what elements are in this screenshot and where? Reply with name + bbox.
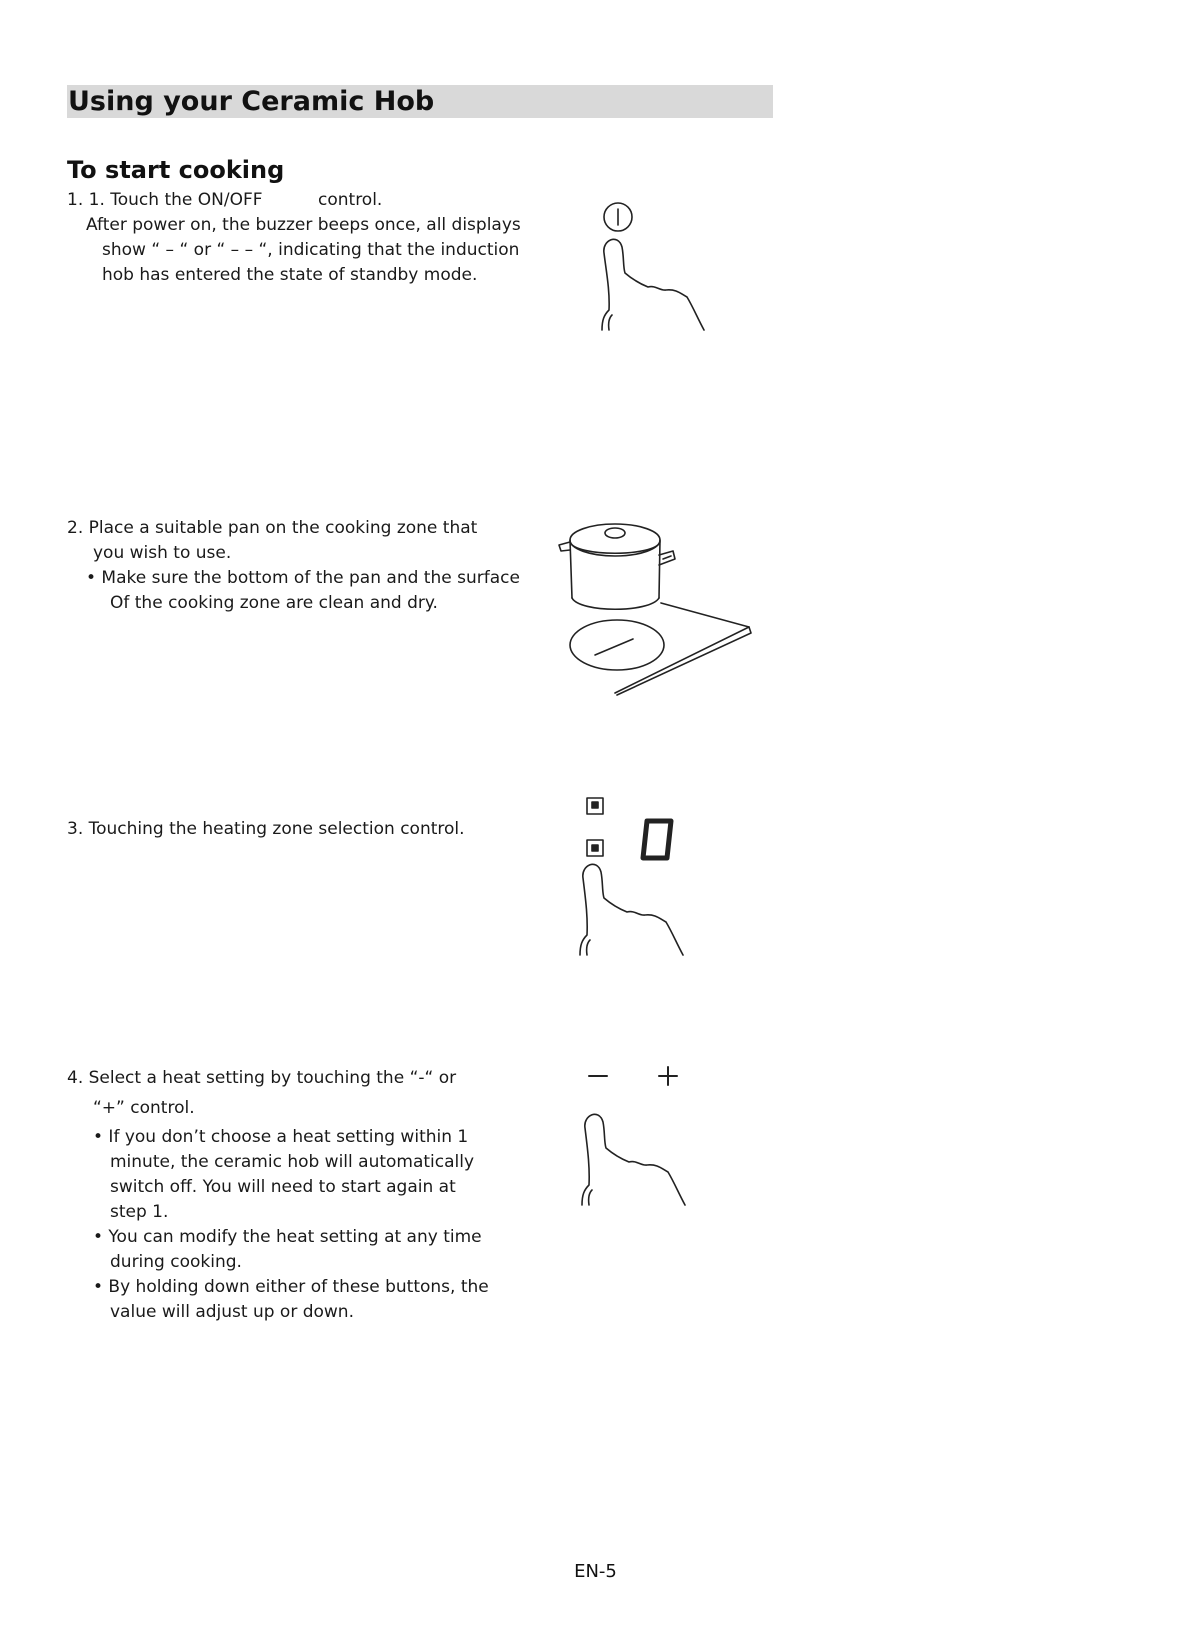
step4-bullet1-line4: step 1. [110,1202,169,1222]
step4-line1: 4. Select a heat setting by touching the “-“ or [67,1068,457,1088]
step4-bullet1-line1: • If you don’t choose a heat setting within 1 [93,1127,469,1147]
step1-line4: hob has entered the state of standby mode. [102,265,478,285]
section-title: Using your Ceramic Hob [67,85,773,118]
step4-bullet2-line2: during cooking. [110,1252,242,1272]
step3-line1: 3. Touching the heating zone selection control. [67,819,465,839]
step2-line1: 2. Place a suitable pan on the cooking zone that [67,518,478,538]
step2-bullet1-cont: Of the cooking zone are clean and dry. [110,593,438,613]
step1-line1-control: control. [318,190,383,210]
finger-touch-minus-plus-icon [575,1060,715,1210]
step1-line2: After power on, the buzzer beeps once, all displays [86,215,521,235]
step1-line3: show “ – “ or “ – – “, indicating that the induction [102,240,520,260]
step4-bullet2-line1: • You can modify the heat setting at any time [93,1227,482,1247]
page-number: EN-5 [574,1561,617,1582]
step4-line2: “+” control. [93,1098,195,1118]
step4-bullet3-line2: value will adjust up or down. [110,1302,354,1322]
step2-line2: you wish to use. [93,543,232,563]
step2-bullet1: • Make sure the bottom of the pan and the surface [86,568,520,588]
step4-bullet1-line2: minute, the ceramic hob will automatically [110,1152,475,1172]
subheading: To start cooking [67,156,285,184]
step4-bullet3-line1: • By holding down either of these buttons, the [93,1277,489,1297]
step4-bullet1-line3: switch off. You will need to start again at [110,1177,456,1197]
finger-touch-zone-selection-icon [575,795,715,960]
pan-on-cooking-zone-icon [555,515,755,695]
step1-line1: 1. 1. Touch the ON/OFF [67,190,263,210]
finger-touch-onoff-icon [590,195,720,335]
